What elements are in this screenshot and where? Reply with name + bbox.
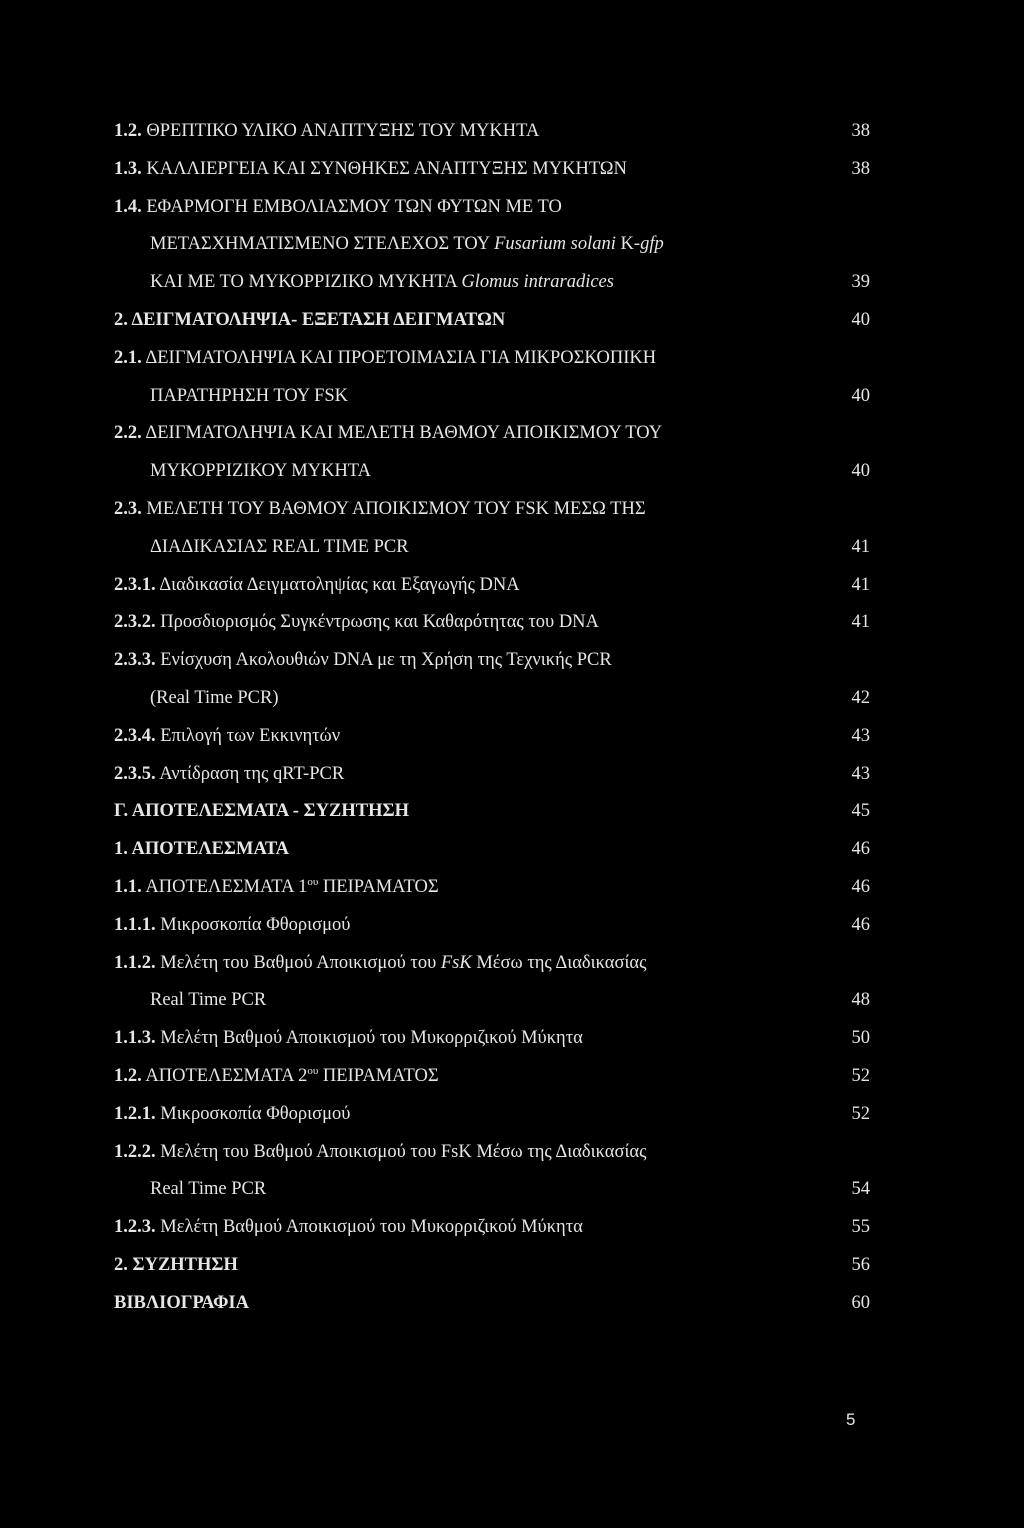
toc-entry-text: ΚΑΙ ΜΕ ΤΟ ΜΥΚΟΡΡΙΖΙΚΟ ΜΥΚΗΤΑ Glomus intraradices (150, 272, 614, 293)
toc-entry-title (114, 348, 656, 368)
toc-entry-title (114, 272, 614, 292)
toc-entry-number: 1.4. (114, 196, 142, 217)
toc-entry (114, 457, 870, 495)
toc-entry-page: 56 (851, 1254, 870, 1275)
toc-entry-title (114, 612, 599, 632)
toc-entry-number: 1. (114, 839, 128, 860)
toc-entry-title (114, 499, 646, 519)
toc-entry-page: 40 (851, 309, 870, 330)
toc-entry-title (114, 726, 340, 746)
toc-entry-title (114, 423, 662, 443)
toc-entry-title (114, 386, 348, 406)
toc-entry (114, 1062, 870, 1100)
toc-entry-title (114, 839, 289, 859)
toc-entry-title (114, 801, 409, 821)
toc-entry-title (114, 537, 409, 557)
toc-entry-number: 1.2. (114, 121, 142, 141)
toc-entry-page: 38 (851, 158, 870, 179)
toc-entry-text: Μελέτη του Βαθμού Αποικισμού του FsK Μέσω της Διαδικασίας (160, 952, 647, 973)
toc-entry (114, 1100, 870, 1138)
toc-entry (114, 495, 870, 533)
toc-entry (114, 760, 870, 798)
toc-entry-text: ΔΕΙΓΜΑΤΟΛΗΨΙΑ- ΕΞΕΤΑΣΗ ΔΕΙΓΜΑΤΩΝ (131, 309, 506, 330)
toc-entry-page: 48 (851, 990, 870, 1011)
toc-entry-number: 2.3.4. (114, 725, 156, 746)
toc-entry-title (114, 234, 664, 254)
toc-entry-page: 39 (851, 272, 870, 293)
toc-entry-title (114, 953, 646, 973)
toc-entry (114, 835, 870, 873)
toc-entry-title (114, 1142, 646, 1162)
toc-entry (114, 117, 870, 155)
toc-entry-title (114, 310, 505, 330)
toc-entry-title (114, 197, 562, 217)
toc-entry (114, 646, 870, 684)
toc-entry-text: ΑΠΟΤΕΛΕΣΜΑΤΑ - ΣΥΖΗΤΗΣΗ (131, 801, 409, 822)
toc-entry-number: 2.3.3. (114, 650, 156, 671)
toc-entry-text: ΕΦΑΡΜΟΓΗ ΕΜΒΟΛΙΑΣΜΟΥ ΤΩΝ ΦΥΤΩΝ ΜΕ ΤΟ (146, 196, 562, 217)
page-number: 5 (846, 1410, 856, 1429)
toc-entry-title (114, 1066, 439, 1086)
toc-entry-title (114, 1255, 238, 1275)
toc-entry-page: 50 (851, 1028, 870, 1049)
toc-entry (114, 608, 870, 646)
toc-entry-number: 1.3. (114, 158, 142, 179)
toc-entry-title (114, 915, 350, 935)
toc-entry (114, 1251, 870, 1289)
toc-entry-title (114, 461, 371, 481)
toc-entry-text: ΠΑΡΑΤΗΡΗΣΗ ΤΟΥ FSK (150, 385, 349, 406)
toc-entry-title (114, 1028, 583, 1048)
toc-entry-page: 40 (851, 385, 870, 406)
toc-entry (114, 949, 870, 987)
toc-entry-number: 1.1.2. (114, 952, 156, 973)
toc-entry-number: 2.3. (114, 498, 142, 519)
toc-entry (114, 1175, 870, 1213)
toc-entry-text-suffix: ΠΕΙΡΑΜΑΤΟΣ (318, 876, 439, 897)
toc-entry-number: 1.2. (114, 1065, 142, 1086)
toc-entry-text: ΔΙΑΔΙΚΑΣΙΑΣ REAL TIME PCR (150, 536, 409, 557)
toc-entry-number: 1.2.2. (114, 1141, 156, 1162)
toc-entry-page: 41 (851, 536, 870, 557)
toc-entry-page: 46 (851, 876, 870, 897)
toc-entry-text: Ενίσχυση Ακολουθιών DNA με τη Χρήση της Τεχνικής PCR (160, 650, 612, 671)
toc-entry-page: 60 (851, 1292, 870, 1313)
toc-entry-page: 54 (851, 1179, 870, 1200)
toc-entry-page: 52 (851, 1103, 870, 1124)
toc-entry-text: ΜΥΚΟΡΡΙΖΙΚΟΥ ΜΥΚΗΤΑ (150, 461, 371, 482)
toc-entry-page: 38 (851, 121, 870, 141)
toc-entry-page: 46 (851, 914, 870, 935)
toc-entry-number: 2.1. (114, 347, 142, 368)
toc-entry-text: Αντίδραση της qRT-PCR (159, 763, 345, 784)
toc-entry (114, 306, 870, 344)
toc-entry-title (114, 1293, 249, 1313)
toc-entry-text: ΣΥΖΗΤΗΣΗ (132, 1254, 238, 1275)
toc-entry-text: Μελέτη Βαθμού Αποικισμού του Μυκορριζικού Μύκητα (160, 1217, 583, 1238)
toc-entry (114, 382, 870, 420)
toc-entry-text: ΒΙΒΛΙΟΓΡΑΦΙΑ (114, 1292, 249, 1313)
toc-entry-text: ΜΕΤΑΣΧΗΜΑΤΙΣΜΕΝΟ ΣΤΕΛΕΧΟΣ ΤΟΥ Fusarium solani K-gfp (150, 234, 664, 255)
toc-entry-number: 2. (114, 309, 128, 330)
toc-entry-page: 55 (851, 1217, 870, 1238)
toc-entry-page: 40 (851, 461, 870, 482)
toc-entry (114, 911, 870, 949)
toc-entry (114, 419, 870, 457)
toc-entry-page: 41 (851, 574, 870, 595)
toc-entry (114, 1024, 870, 1062)
toc-entry-number: 1.1.1. (114, 914, 156, 935)
toc-entry (114, 571, 870, 609)
toc-entry-text: ΑΠΟΤΕΛΕΣΜΑΤΑ (131, 839, 289, 860)
toc-entry (114, 1213, 870, 1251)
toc-entry-number: 1.2.3. (114, 1217, 156, 1238)
toc-entry-page: 42 (851, 687, 870, 708)
toc-entry-title (114, 990, 266, 1010)
toc-entry-page: 41 (851, 612, 870, 633)
toc-entry (114, 230, 870, 268)
toc-entry-text: ΑΠΟΤΕΛΕΣΜΑΤΑ 2 (145, 1065, 308, 1086)
toc-entry (114, 1138, 870, 1176)
toc-entry-number: 1.1. (114, 876, 142, 897)
toc-entry-title (114, 1104, 350, 1124)
toc-entry-text: ΔΕΙΓΜΑΤΟΛΗΨΙΑ ΚΑΙ ΜΕΛΕΤΗ ΒΑΘΜΟΥ ΑΠΟΙΚΙΣΜΟΥ ΤΟΥ (145, 423, 663, 444)
toc-entry-text: ΚΑΛΛΙΕΡΓΕΙΑ ΚΑΙ ΣΥΝΘΗΚΕΣ ΑΝΑΠΤΥΞΗΣ ΜΥΚΗΤΩΝ (146, 158, 627, 179)
toc-entry-text: ΔΕΙΓΜΑΤΟΛΗΨΙΑ ΚΑΙ ΠΡΟΕΤΟΙΜΑΣΙΑ ΓΙΑ ΜΙΚΡΟΣΚΟΠΙΚΗ (145, 347, 657, 368)
toc-entry-title (114, 1179, 266, 1199)
toc-entry-text-suffix: ΠΕΙΡΑΜΑΤΟΣ (318, 1065, 439, 1086)
toc-entry-number: 1.2.1. (114, 1103, 156, 1124)
toc-entry (114, 344, 870, 382)
toc-entry-page: 43 (851, 725, 870, 746)
toc-entry-text: ΘΡΕΠΤΙΚΟ ΥΛΙΚΟ ΑΝΑΠΤΥΞΗΣ ΤΟΥ ΜΥΚΗΤΑ (146, 121, 540, 141)
toc-entry-title (114, 121, 539, 141)
toc-entry-text: (Real Time PCR) (150, 687, 279, 708)
toc-entry-page: 52 (851, 1065, 870, 1086)
toc-entry-page: 45 (851, 801, 870, 822)
toc-entry (114, 268, 870, 306)
toc-entry-text: Διαδικασία Δειγματοληψίας και Εξαγωγής DNA (159, 574, 520, 595)
toc-entry-text: Μικροσκοπία Φθορισμού (160, 1103, 351, 1124)
table-of-contents (114, 117, 870, 1327)
toc-entry-page: 46 (851, 839, 870, 860)
toc-entry-text: ΜΕΛΕΤΗ ΤΟΥ ΒΑΘΜΟΥ ΑΠΟΙΚΙΣΜΟΥ ΤΟΥ FSK ΜΕΣΩ ΤΗΣ (146, 498, 646, 519)
toc-entry-number: 2. (114, 1254, 128, 1275)
toc-entry-text: Προσδιορισμός Συγκέντρωσης και Καθαρότητας του DNA (160, 612, 599, 633)
ordinal-superscript: ου (307, 875, 319, 888)
toc-entry-title (114, 650, 612, 670)
toc-entry-title (114, 1217, 583, 1237)
toc-entry-number: 1.1.3. (114, 1028, 156, 1049)
toc-entry (114, 986, 870, 1024)
toc-entry-number: 2.3.2. (114, 612, 156, 633)
toc-entry (114, 193, 870, 231)
toc-entry (114, 684, 870, 722)
toc-entry-text: Real Time PCR (150, 1179, 267, 1200)
toc-entry (114, 155, 870, 193)
toc-entry-text: Μελέτη Βαθμού Αποικισμού του Μυκορριζικού Μύκητα (160, 1028, 583, 1049)
toc-entry (114, 1289, 870, 1327)
toc-entry (114, 533, 870, 571)
toc-entry-number: 2.3.1. (114, 574, 156, 595)
ordinal-superscript: ου (307, 1064, 319, 1077)
toc-entry-number: Γ. (114, 801, 129, 822)
toc-entry-text: Μελέτη του Βαθμού Αποικισμού του FsK Μέσω της Διαδικασίας (160, 1141, 647, 1162)
toc-entry-page: 43 (851, 763, 870, 784)
toc-entry-text: Real Time PCR (150, 990, 267, 1011)
toc-entry-title (114, 688, 279, 708)
toc-entry-title (114, 575, 520, 595)
toc-entry (114, 722, 870, 760)
toc-entry-title (114, 764, 344, 784)
toc-entry-text: Επιλογή των Εκκινητών (160, 725, 341, 746)
toc-entry-text: Μικροσκοπία Φθορισμού (160, 914, 351, 935)
toc-entry (114, 873, 870, 911)
toc-entry-title (114, 877, 439, 897)
toc-entry (114, 797, 870, 835)
toc-entry-title (114, 159, 627, 179)
toc-entry-number: 2.3.5. (114, 763, 156, 784)
toc-entry-text: ΑΠΟΤΕΛΕΣΜΑΤΑ 1 (145, 876, 308, 897)
toc-entry-number: 2.2. (114, 423, 142, 444)
